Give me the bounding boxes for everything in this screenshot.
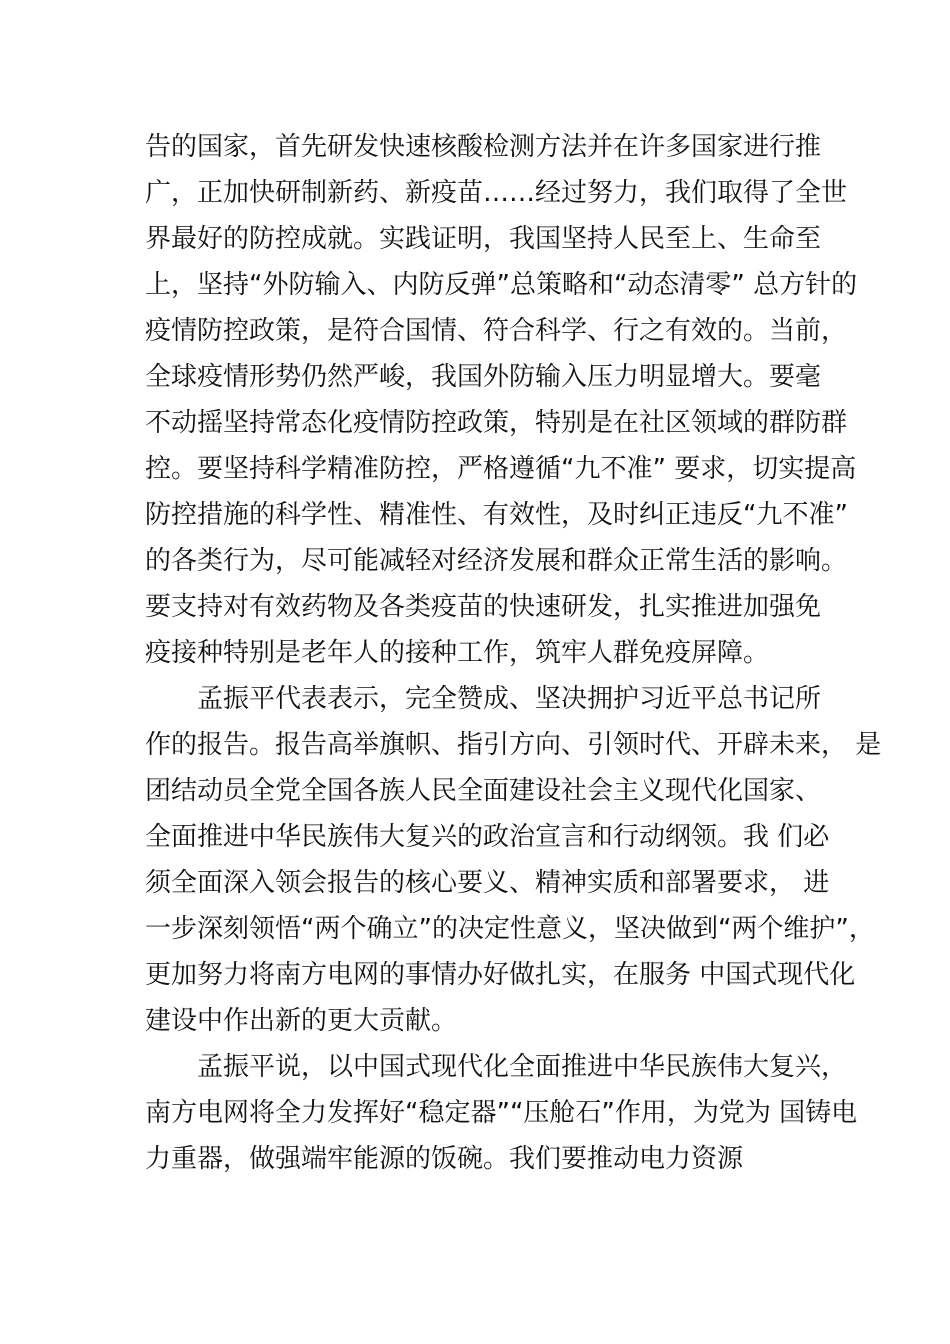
text-line: 防控措施的科学性、精准性、有效性，及时纠正违反“九不准”	[145, 500, 848, 530]
body-text	[145, 124, 882, 1182]
text-line: 广，正加快研制新药、新疫苗……经过努力，我们取得了全世	[145, 178, 848, 208]
text-line: 不动摇坚持常态化疫情防控政策，特别是在社区领域的群防群	[145, 408, 848, 438]
text-line: 的各类行为，尽可能减轻对经济发展和群众正常生活的影响。	[145, 546, 848, 576]
text-line: 更加努力将南方电网的事情办好做扎实，在服务 中国式现代化	[145, 960, 856, 990]
paragraph-start-line: 孟振平说，以中国式现代化全面推进中华民族伟大复兴，	[197, 1052, 848, 1082]
text-line: 上，坚持“外防输入、内防反弹”总策略和“动态清零” 总方针的	[145, 270, 858, 300]
paragraph-start-line: 孟振平代表表示，完全赞成、坚决拥护习近平总书记所	[197, 684, 822, 714]
text-line: 告的国家，首先研发快速核酸检测方法并在许多国家进行推	[145, 132, 822, 162]
text-line: 力重器，做强端牢能源的饭碗。我们要推动电力资源	[145, 1144, 744, 1174]
text-line: 全面推进中华民族伟大复兴的政治宣言和行动纲领。我 们必	[145, 822, 830, 852]
text-line: 全球疫情形势仍然严峻，我国外防输入压力明显增大。要毫	[145, 362, 822, 392]
text-line: 南方电网将全力发挥好“稳定器”“压舱石”作用，为党为 国铸电	[145, 1098, 858, 1128]
text-line: 团结动员全党全国各族人民全面建设社会主义现代化国家、	[145, 776, 822, 806]
text-line: 控。要坚持科学精准防控，严格遵循“九不准” 要求，切实提高	[145, 454, 857, 484]
text-line: 须全面深入领会报告的核心要义、精神实质和部署要求， 进	[145, 868, 830, 898]
text-line: 建设中作出新的更大贡献。	[145, 1006, 458, 1036]
text-line: 界最好的防控成就。实践证明，我国坚持人民至上、生命至	[145, 224, 822, 254]
text-line: 要支持对有效药物及各类疫苗的快速研发，扎实推进加强免	[145, 592, 822, 622]
text-line: 作的报告。报告高举旗帜、指引方向、引领时代、开辟未来， 是	[145, 730, 882, 760]
text-line: 一步深刻领悟“两个确立”的决定性意义，坚决做到“两个维护”，	[145, 914, 875, 944]
text-line: 疫情防控政策，是符合国情、符合科学、行之有效的。当前，	[145, 316, 848, 346]
text-line: 疫接种特别是老年人的接种工作，筑牢人群免疫屏障。	[145, 638, 770, 668]
